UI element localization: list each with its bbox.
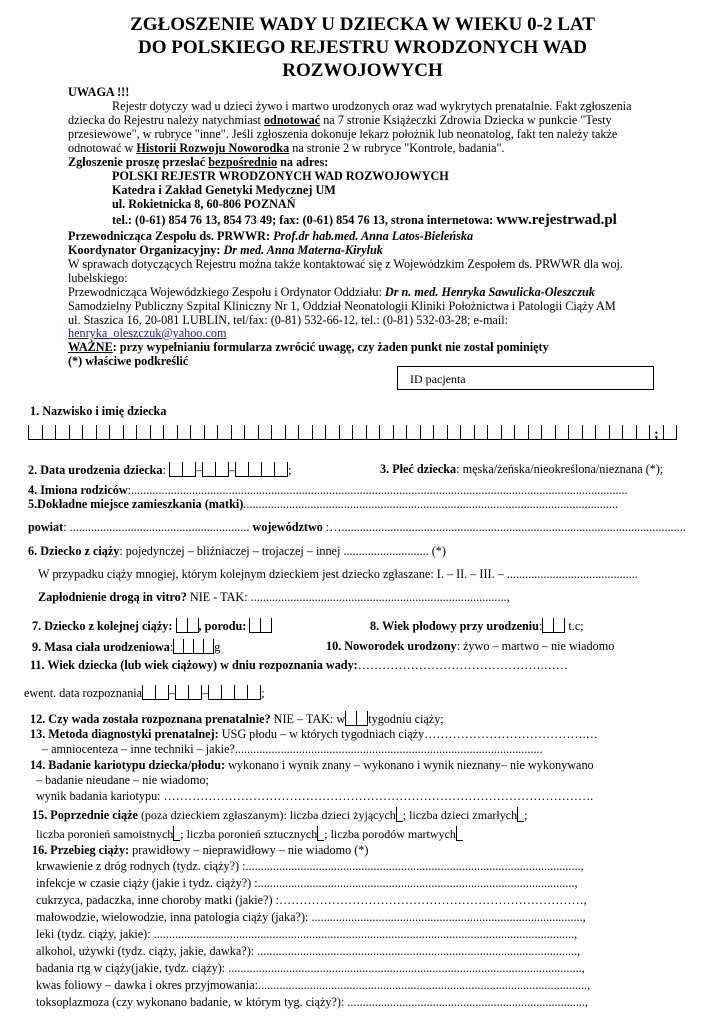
contact-line2: lubelskiego: bbox=[68, 271, 128, 285]
notice-p2: dziecka do Rejestru należy natychmiast odnotować na 7 stronie Książeczki Zdrowia Dziecka w punkcie "Testy bbox=[68, 113, 612, 127]
notice-send: Zgłoszenie proszę przesłać bezpośrednio na adres: bbox=[68, 155, 329, 169]
website-link[interactable]: www.rejestrwad.pl bbox=[496, 212, 617, 228]
q16-item[interactable]: toksoplazmoza (czy wykonano badanie, w którym tyg. ciąży?): .............................................................................., bbox=[36, 995, 589, 1009]
name-letter-box[interactable] bbox=[541, 425, 555, 440]
important-note: WAŻNE: przy wypełnianiu formularza zwrócić uwagę, czy żaden punkt nie został pominięty bbox=[68, 340, 549, 354]
q16-item[interactable]: infekcje w czasie ciąży (jakie i tydz. ciąży?) :........................................................................................................, bbox=[36, 876, 578, 890]
name-letter-box[interactable] bbox=[231, 425, 245, 440]
name-letter-box[interactable] bbox=[177, 425, 191, 440]
q12-row[interactable]: 12. Czy wada została rozpoznana prenatalnie? NIE – TAK: w tygodniu ciąży; bbox=[30, 712, 444, 726]
name-letter-box[interactable] bbox=[82, 425, 96, 440]
name-letter-box[interactable] bbox=[609, 425, 623, 440]
name-letter-box[interactable] bbox=[109, 425, 123, 440]
q16-item[interactable]: małowodzie, wielowodzie, inna patologia ciąży (jaka?): ........................................................................................., bbox=[36, 910, 586, 924]
name-letter-box[interactable] bbox=[204, 425, 218, 440]
form-title-line2: DO POLSKIEGO REJESTRU WRODZONYCH WAD bbox=[137, 37, 588, 58]
q13-row[interactable]: 13. Metoda diagnostyki prenatalnej: USG płodu – w których tygodniach ciąży………………………………….… bbox=[30, 727, 598, 741]
q5b-row[interactable]: powiat: ........................................................... województwo :…................................................................................................................. bbox=[28, 520, 686, 534]
address-line4: tel.: (0-61) 854 76 13, 854 73 49; fax: (0-61) 854 76 13, strona internetowa: www.rejestrwad.pl bbox=[112, 212, 617, 228]
q16-item[interactable]: leki (tydz. ciąży, jakie): .........................................................................................................................................., bbox=[36, 927, 578, 941]
name-letter-box[interactable] bbox=[568, 425, 582, 440]
patient-id-box[interactable] bbox=[397, 366, 654, 390]
q5-row[interactable]: 5.Dokładne miejsce zamieszkania (matki)........................................................................................................................... bbox=[28, 497, 619, 511]
name-letter-box[interactable] bbox=[28, 425, 42, 440]
q1-name-comb[interactable] bbox=[28, 422, 677, 440]
name-letter-box[interactable] bbox=[96, 425, 110, 440]
notice-p1: Rejestr dotyczy wad u dzieci żywo i martwo urodzonych oraz wad wykrytych prenatalnie. Fakt zgłoszenia bbox=[112, 99, 632, 113]
name-letter-box[interactable] bbox=[528, 425, 542, 440]
name-letter-box[interactable] bbox=[582, 425, 596, 440]
name-letter-box[interactable] bbox=[460, 425, 474, 440]
patient-id-label: ID pacjenta bbox=[410, 372, 466, 386]
name-letter-box[interactable] bbox=[298, 425, 312, 440]
name-letter-box[interactable] bbox=[55, 425, 69, 440]
q16-item[interactable]: badania rtg w ciąży(jakie, tydz. ciąży): ...................................................................................................................., bbox=[36, 961, 585, 975]
underline-note: (*) właściwe podkreślić bbox=[68, 354, 189, 368]
notice-p3: przesiewowe", w rubryce "inne". Jeśli zgłoszenia dokonuje lekarz położnik lub neonatolog, fakt ten należy także bbox=[68, 127, 618, 141]
name-letter-box[interactable] bbox=[339, 425, 353, 440]
q6b-row[interactable]: W przypadku ciąży mnogiej, którym kolejnym dzieckiem jest dziecko zgłaszane: I. – II. – III. – ........................................... bbox=[38, 567, 638, 581]
name-letter-box[interactable] bbox=[514, 425, 528, 440]
name-letter-box[interactable] bbox=[285, 425, 299, 440]
address-line1: POLSKI REJESTR WRODZONYCH WAD ROZWOJOWYCH bbox=[112, 169, 449, 183]
name-letter-box[interactable] bbox=[190, 425, 204, 440]
name-letter-box[interactable] bbox=[123, 425, 137, 440]
q7-row[interactable]: 7. Dziecko z kolejnej ciąży: , porodu: bbox=[32, 618, 272, 633]
q4-row[interactable]: 4. Imiona rodziców:................................................................................................................................................................... bbox=[28, 483, 628, 497]
q15-row[interactable]: 15. Poprzednie ciąże (poza dzieckiem zgłaszanym): liczba dzieci żyjących ; liczba dzieci zmarłych ; bbox=[32, 808, 528, 822]
name-letter-box[interactable] bbox=[433, 425, 447, 440]
contact-line5: ul. Staszica 16, 20-081 LUBLIN, tel/fax: (0-81) 532-66-12, tel.: (0-81) 532-03-28; e-mail: bbox=[68, 313, 508, 327]
name-letter-box[interactable] bbox=[150, 425, 164, 440]
coordinator-line: Koordynator Organizacyjny: Dr med. Anna Materna-Kiryluk bbox=[68, 243, 383, 257]
chair-line: Przewodnicząca Zespołu ds. PRWWR: Prof.dr hab.med. Anna Latos-Bieleńska bbox=[68, 229, 474, 243]
name-letter-box[interactable] bbox=[217, 425, 231, 440]
q11-row[interactable]: 11. Wiek dziecka (lub wiek ciążowy) w dniu rozpoznania wady:……………………………………….…… bbox=[30, 658, 568, 672]
name-letter-box[interactable] bbox=[379, 425, 393, 440]
name-letter-box[interactable] bbox=[474, 425, 488, 440]
name-letter-box[interactable] bbox=[312, 425, 326, 440]
name-letter-box[interactable] bbox=[271, 425, 285, 440]
contact-line3: Przewodnicząca Wojewódzkiego Zespołu i Ordynator Oddziału: Dr n. med. Henryka Sawulicka-Oleszczuk bbox=[68, 285, 595, 299]
name-letter-box[interactable] bbox=[366, 425, 380, 440]
name-letter-box[interactable] bbox=[555, 425, 569, 440]
name-letter-box[interactable] bbox=[258, 425, 272, 440]
name-letter-box[interactable] bbox=[622, 425, 636, 440]
name-letter-box[interactable] bbox=[487, 425, 501, 440]
q16-item[interactable]: krwawienie z dróg rodnych (tydz. ciąży?) :.............................................................................................................., bbox=[36, 859, 584, 873]
email-link[interactable]: henryka_oleszczuk@yahoo.com bbox=[68, 326, 227, 340]
address-line2: Katedra i Zakład Genetyki Medycznej UM bbox=[112, 183, 336, 197]
name-letter-box[interactable] bbox=[420, 425, 434, 440]
q14b-row[interactable]: – badanie nieudane – nie wiadomo; bbox=[36, 773, 209, 787]
form-title-line1: ZGŁOSZENIE WADY U DZIECKA W WIEKU 0-2 LAT bbox=[130, 14, 595, 35]
q10-row[interactable]: 10. Noworodek urodzony: żywo – martwo – nie wiadomo bbox=[326, 639, 615, 653]
q8-row[interactable]: 8. Wiek płodowy przy urodzeniu: t.c; bbox=[370, 619, 584, 633]
notice-p4: odnotować w Historii Rozwoju Noworodka na stronie 2 w rubryce "Kontrole, badania". bbox=[68, 141, 505, 155]
name-letter-box[interactable] bbox=[244, 425, 258, 440]
name-letter-box[interactable] bbox=[352, 425, 366, 440]
name-letter-box[interactable] bbox=[447, 425, 461, 440]
q16-item[interactable]: cukrzyca, padaczka, inne choroby matki (jakie?) :…………………………………………………………………, bbox=[36, 893, 587, 907]
q9-row[interactable]: 9. Masa ciała urodzeniowa: g bbox=[32, 640, 221, 654]
name-letter-box[interactable] bbox=[325, 425, 339, 440]
name-letter-box[interactable] bbox=[406, 425, 420, 440]
name-letter-box[interactable] bbox=[663, 425, 678, 440]
q15b-row[interactable]: liczba poronień samoistnych ; liczba poronień sztucznych ; liczba porodów martwych bbox=[36, 826, 463, 841]
name-letter-box[interactable] bbox=[636, 425, 650, 440]
q2-row: 2. Data urodzenia dziecka: – – ; bbox=[28, 463, 292, 477]
q3-row: 3. Płeć dziecka: męska/żeńska/nieokreślona/nieznana (*); bbox=[380, 462, 664, 476]
q11b-row[interactable]: ewent. data rozpoznania – – ; bbox=[24, 686, 265, 700]
name-letter-box[interactable] bbox=[136, 425, 150, 440]
q6c-row[interactable]: Zapłodnienie drogą in vitro? NIE - TAK: ...................................................................................., bbox=[38, 590, 510, 604]
q16-row: 16. Przebieg ciąży: prawidłowy – nieprawidłowy – nie wiadomo (*) bbox=[32, 843, 369, 857]
address-line3: ul. Rokietnicka 8, 60-806 POZNAŃ bbox=[112, 197, 296, 211]
notice-heading: UWAGA !!! bbox=[68, 85, 130, 99]
q14-row[interactable]: 14. Badanie kariotypu dziecka/płodu: wykonano i wynik znany – wykonano i wynik nieznany– nie wykonywano bbox=[30, 758, 594, 772]
name-letter-box[interactable] bbox=[393, 425, 407, 440]
q13b-row[interactable]: – amniocenteza – inne techniki – jakie?..................................................................................................... bbox=[42, 742, 543, 756]
name-letter-box[interactable] bbox=[595, 425, 609, 440]
q16-item[interactable]: alkohol, używki (tydz. ciąży, jakie, dawka?): ........................................................................................................., bbox=[36, 944, 581, 958]
q6-row[interactable]: 6. Dziecko z ciąży: pojedynczej – bliźniaczej – trojaczej – innej ............................ (*) bbox=[28, 544, 446, 558]
contact-line1: W sprawach dotyczących Rejestru można także kontaktować się z Wojewódzkim Zespołem ds. PRWWR dla woj. bbox=[68, 257, 623, 271]
form-title-line3: ROZWOJOWYCH bbox=[282, 60, 443, 81]
q16-item[interactable]: kwas foliowy – dawka i okres przyjmowania:............................................................................................................, bbox=[36, 978, 591, 992]
q1-end: ; bbox=[654, 427, 659, 442]
q14c-row[interactable]: wynik badania kariotypu: ……………………………………………………………………………………………. bbox=[36, 789, 594, 803]
contact-line4: Samodzielny Publiczny Szpital Kliniczny Nr 1, Oddział Neonatologii Kliniki Położnictwa i Patologii Ciąży AM bbox=[68, 299, 616, 313]
name-letter-box[interactable] bbox=[69, 425, 83, 440]
name-letter-box[interactable] bbox=[163, 425, 177, 440]
name-letter-box[interactable] bbox=[42, 425, 56, 440]
name-letter-box[interactable] bbox=[501, 425, 515, 440]
q1-label: 1. Nazwisko i imię dziecka bbox=[30, 404, 167, 418]
